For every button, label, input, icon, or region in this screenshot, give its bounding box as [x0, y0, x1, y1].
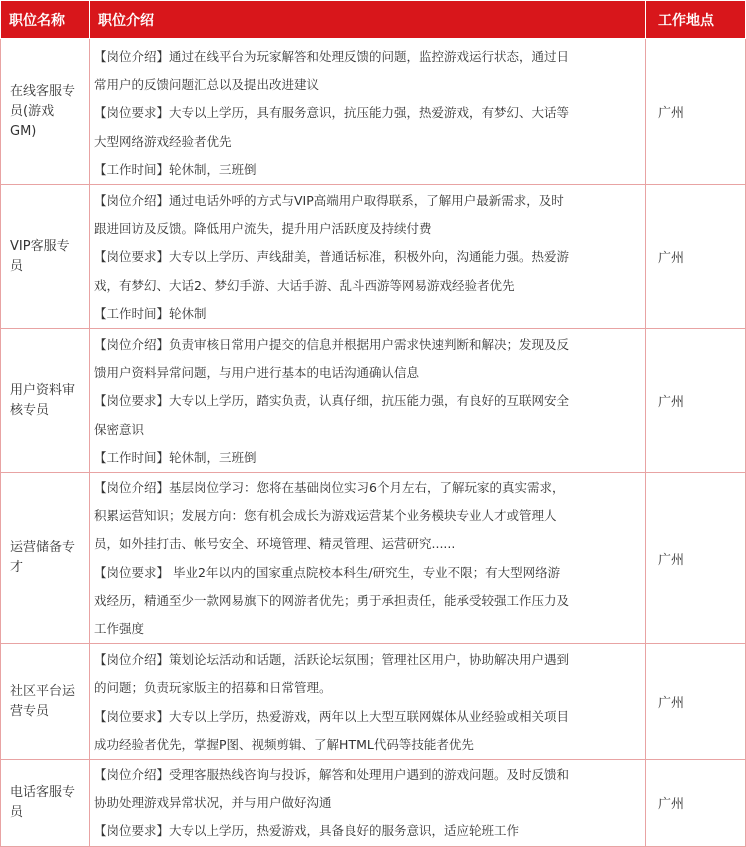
header-position-intro: 职位介绍: [90, 1, 646, 39]
work-location: 广州: [646, 473, 746, 644]
header-work-location: 工作地点: [646, 1, 746, 39]
description-line: 保密意识: [94, 421, 145, 437]
position-name-line: VIP客服专: [10, 238, 70, 254]
position-name-line: 在线客服专: [10, 83, 76, 99]
position-name-line: 才: [10, 560, 24, 576]
position-description: [90, 39, 646, 185]
position-description: [90, 473, 646, 644]
description-line: 【岗位要求】大专以上学历，具有服务意识，抗压能力强，热爱游戏，有梦幻、大话等: [94, 105, 570, 121]
position-description: [90, 185, 646, 329]
description-line: 工作强度: [94, 621, 145, 637]
table-header-row: [1, 1, 746, 39]
position-name-line: 营专员: [10, 703, 50, 719]
description-line: 协助处理游戏异常状况，并与用户做好沟通: [94, 795, 332, 811]
description-line: 【工作时间】轮休制，三班倒: [94, 161, 257, 177]
position-name-line: 社区平台运: [10, 683, 76, 699]
description-line: 【工作时间】轮休制: [94, 305, 207, 321]
description-line: 跟进回访及反馈。降低用户流失，提升用户活跃度及持续付费: [94, 221, 432, 237]
position-name: [1, 644, 90, 760]
position-name: [1, 185, 90, 329]
description-line: 员，如外挂打击、帐号安全、环境管理、精灵管理、运营研究......: [94, 536, 456, 552]
description-line: 戏，有梦幻、大话2、梦幻手游、大话手游、乱斗西游等网易游戏经验者优先: [94, 277, 515, 293]
description-line: 【岗位介绍】受理客服热线咨询与投诉，解答和处理用户遇到的游戏问题。及时反馈和: [94, 767, 570, 783]
header-position-name: 职位名称: [1, 1, 90, 39]
table-row: [1, 329, 746, 473]
position-description: [90, 644, 646, 760]
description-line: 成功经验者优先，掌握P图、视频剪辑、了解HTML代码等技能者优先: [94, 736, 474, 752]
description-line: 【岗位要求】大专以上学历、声线甜美，普通话标准，积极外向，沟通能力强。热爱游: [94, 249, 570, 265]
description-line: 大型网络游戏经验者优先: [94, 133, 232, 149]
description-line: 【岗位介绍】负责审核日常用户提交的信息并根据用户需求快速判断和解决；发现及反: [94, 337, 570, 353]
position-name-line: 员: [10, 804, 24, 820]
position-name: [1, 329, 90, 473]
position-name: [1, 473, 90, 644]
work-location: 广州: [646, 39, 746, 185]
description-line: 馈用户资料异常问题，与用户进行基本的电话沟通确认信息: [94, 365, 420, 381]
position-name-line: 员: [10, 258, 24, 274]
work-location: 广州: [646, 185, 746, 329]
work-location: 广州: [646, 644, 746, 760]
description-line: 【岗位介绍】基层岗位学习：您将在基础岗位实习6个月左右，了解玩家的真实需求，: [94, 480, 565, 496]
description-line: 【岗位介绍】策划论坛活动和话题，活跃论坛氛围；管理社区用户，协助解决用户遇到: [94, 652, 570, 668]
description-line: 【岗位要求】大专以上学历，热爱游戏，具备良好的服务意识，适应轮班工作: [94, 823, 520, 839]
work-location: 广州: [646, 760, 746, 847]
description-line: 【岗位要求】大专以上学历，热爱游戏，两年以上大型互联网媒体从业经验或相关项目: [94, 708, 570, 724]
description-line: 的问题；负责玩家版主的招募和日常管理。: [94, 680, 332, 696]
table-row: [1, 760, 746, 847]
table-row: [1, 644, 746, 760]
position-name: [1, 760, 90, 847]
position-name-line: 用户资料审: [10, 382, 76, 398]
description-line: 【岗位介绍】通过在线平台为玩家解答和处理反馈的问题，监控游戏运行状态，通过日: [94, 49, 570, 64]
work-location: 广州: [646, 329, 746, 473]
description-line: 【岗位要求】 毕业2年以内的国家重点院校本科生/研究生，专业不限；有大型网络游: [94, 564, 561, 580]
description-line: 【岗位要求】大专以上学历，踏实负责，认真仔细，抗压能力强，有良好的互联网安全: [94, 393, 570, 409]
position-name-line: GM): [10, 123, 37, 139]
table-row: [1, 39, 746, 185]
position-name-line: 运营储备专: [10, 540, 76, 556]
position-description: [90, 329, 646, 473]
position-name-line: 员(游戏: [10, 103, 55, 119]
description-line: 积累运营知识；发展方向：您有机会成长为游戏运营某个业务模块专业人才或管理人: [94, 508, 557, 524]
position-name-line: 核专员: [10, 402, 50, 418]
description-line: 【工作时间】轮休制，三班倒: [94, 449, 257, 465]
description-line: 常用户的反馈问题汇总以及提出改进建议: [94, 77, 320, 93]
table-row: [1, 185, 746, 329]
position-name-line: 电话客服专: [10, 784, 76, 800]
position-name: [1, 39, 90, 185]
position-description: [90, 760, 646, 847]
description-line: 戏经历，精通至少一款网易旗下的网游者优先；勇于承担责任，能承受较强工作压力及: [94, 592, 570, 608]
description-line: 【岗位介绍】通过电话外呼的方式与VIP高端用户取得联系，了解用户最新需求，及时: [94, 193, 564, 209]
table-row: [1, 473, 746, 644]
